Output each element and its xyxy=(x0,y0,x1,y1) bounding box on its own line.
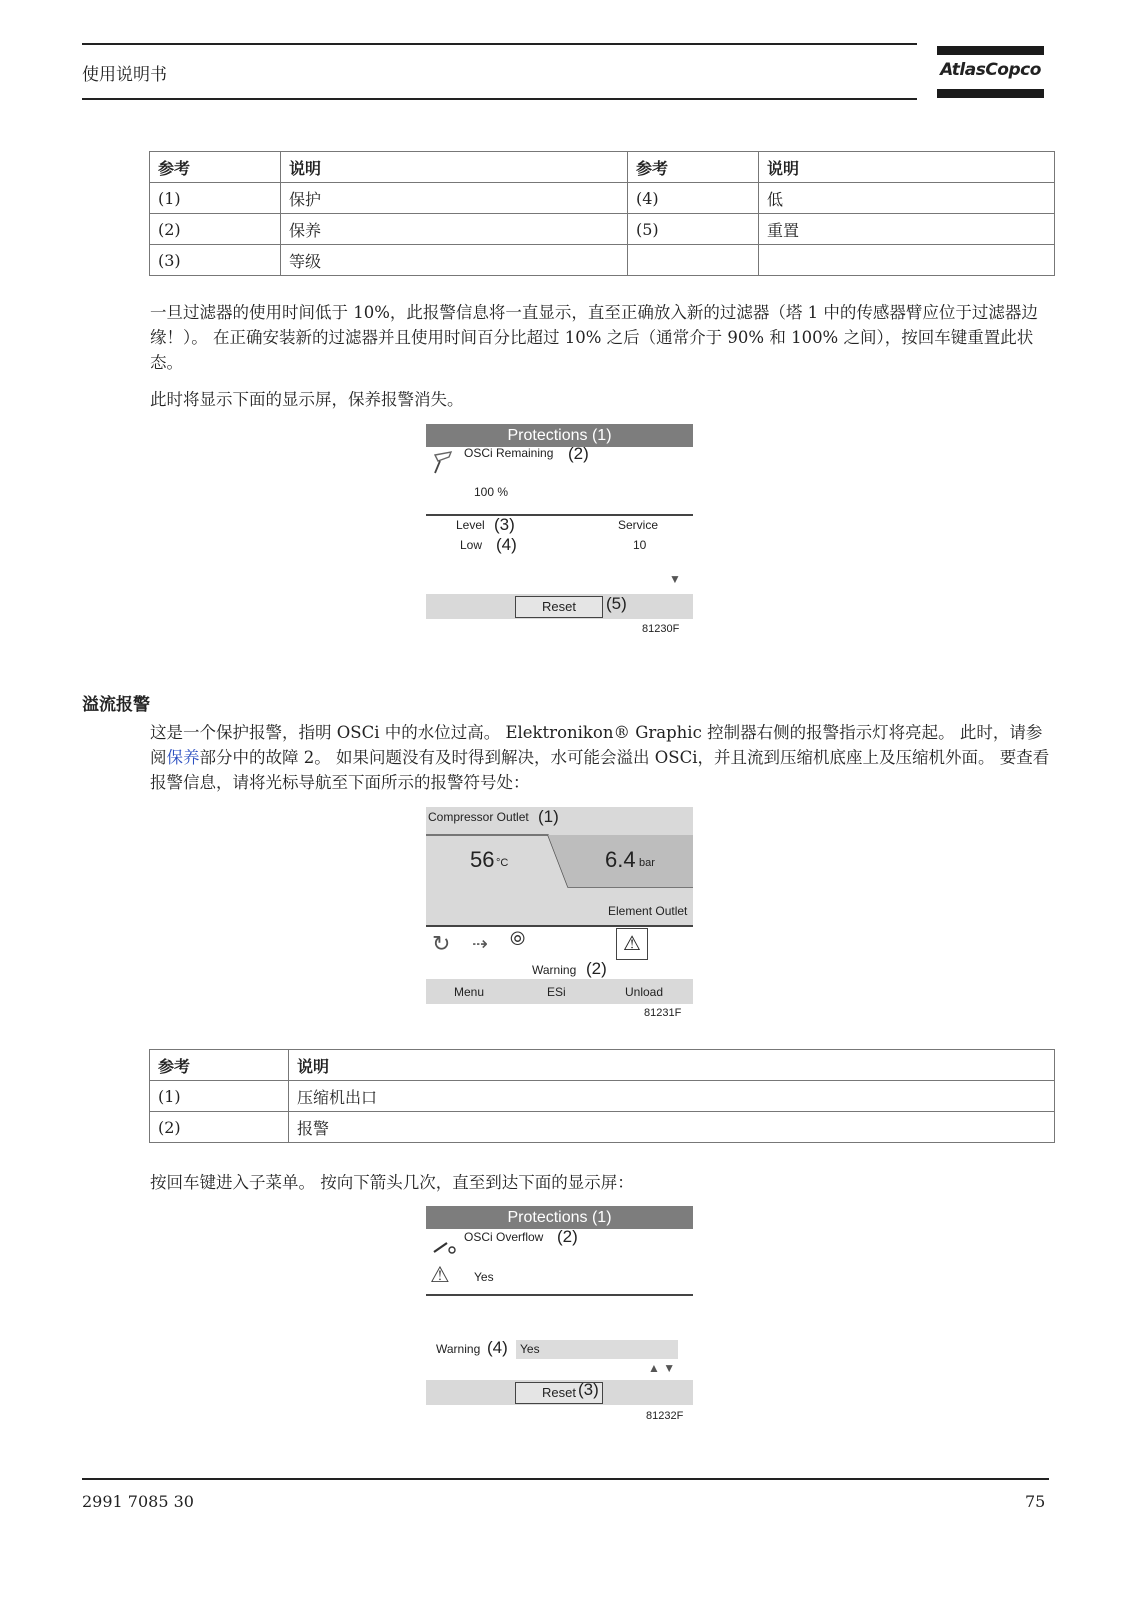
menu-item[interactable]: ESi xyxy=(547,985,566,999)
warning-icon[interactable]: ⚠ xyxy=(616,928,648,960)
ref-marker: (3) xyxy=(494,515,515,534)
logo-text: AtlasCopco xyxy=(940,60,1041,80)
element-outlet-label: Element Outlet xyxy=(608,904,688,918)
table-header-cell: 参考 xyxy=(628,152,759,183)
level-value: Low xyxy=(460,538,483,552)
table-cell: 保护 xyxy=(281,183,628,214)
paragraph-text: 这是一个保护报警，指明 OSCi 中的水位过高。 Elektronikon® Graphic 控制器右侧的报警指示灯将亮起。 此时，请参阅 xyxy=(150,723,1043,767)
ref-marker: (4) xyxy=(496,535,517,554)
paragraph-text: 部分中的故障 2。 如果问题没有及时得到解决，水可能会溢出 OSCi，并且流到压缩机底座上及压缩机外面。 要查看报警信息，请将光标导航至下面所示的报警符号处： xyxy=(150,748,1050,792)
temperature-value: 56 xyxy=(470,847,495,872)
figure-id: 81232F xyxy=(646,1410,684,1422)
level-label: Level xyxy=(456,518,485,532)
scroll-up-down-icon[interactable]: ▲ ▼ xyxy=(648,1361,676,1375)
table-header-row xyxy=(150,152,1055,183)
paragraph-submenu: 按回车键进入子菜单。 按向下箭头几次，直至到达下面的显示屏： xyxy=(150,1173,634,1192)
divider xyxy=(426,514,693,516)
divider xyxy=(426,925,693,927)
table-cell: 重置 xyxy=(759,214,1055,245)
table-header-cell: 参考 xyxy=(150,152,281,183)
menu-item[interactable]: Menu xyxy=(454,985,485,999)
table-cell xyxy=(759,245,1055,276)
warning-value: Yes xyxy=(520,1342,540,1356)
ref-marker: (2) xyxy=(568,444,589,463)
ref-marker: (1) xyxy=(591,427,612,444)
table-row xyxy=(150,214,1055,245)
warning-label: Warning xyxy=(436,1342,481,1356)
divider xyxy=(426,1294,693,1296)
header-top-rule xyxy=(82,43,917,45)
table-header-cell: 说明 xyxy=(759,152,1055,183)
table-row xyxy=(150,1112,1055,1143)
ref-marker: (2) xyxy=(557,1227,578,1246)
item-label: OSCi Remaining xyxy=(464,446,554,460)
reference-table-2 xyxy=(149,1049,1055,1143)
table-cell xyxy=(628,245,759,276)
reset-button[interactable]: Reset xyxy=(515,596,603,618)
table-row xyxy=(150,245,1055,276)
filter-icon[interactable]: ⦾ xyxy=(510,929,526,950)
overflow-sensor-icon xyxy=(432,1236,458,1256)
page-number: 75 xyxy=(1025,1492,1046,1511)
paragraph-display-note: 此时将显示下面的显示屏，保养报警消失。 xyxy=(150,390,464,409)
table-header-row xyxy=(150,1050,1055,1081)
table-cell: 报警 xyxy=(289,1112,1055,1143)
header-bottom-rule xyxy=(82,98,917,100)
filter-icon xyxy=(432,449,454,475)
screen-protections-overflow xyxy=(426,1206,693,1428)
figure-id: 81230F xyxy=(642,623,680,635)
screen-title: Protections xyxy=(507,427,588,444)
table-cell: (5) xyxy=(628,214,759,245)
ref-marker: (1) xyxy=(538,807,559,826)
table-cell: 低 xyxy=(759,183,1055,214)
atlas-copco-logo xyxy=(937,46,1044,98)
ref-marker: (4) xyxy=(487,1338,508,1357)
doc-number: 2991 7085 30 xyxy=(82,1492,194,1511)
table-cell: 压缩机出口 xyxy=(289,1081,1055,1112)
paragraph-filter-reset: 一旦过滤器的使用时间低于 10%，此报警信息将一直显示，直至正确放入新的过滤器（塔 1 中的传感器臂应位于过滤器边缘！）。 在正确安装新的过滤器并且使用时间百分比超过 10% 之后（通常介于 90% 和 100% 之间），按回车键重置此状态。 xyxy=(150,303,1038,372)
section-heading: 溢流报警 xyxy=(82,695,150,715)
refresh-icon[interactable]: ↻ xyxy=(432,931,451,956)
table-row xyxy=(150,183,1055,214)
screen-title-bar xyxy=(426,1206,693,1229)
table-row xyxy=(150,1081,1055,1112)
menu-item[interactable]: Unload xyxy=(625,985,664,999)
table-header-cell: 说明 xyxy=(281,152,628,183)
table-cell: (3) xyxy=(150,245,281,276)
remaining-value: 100 % xyxy=(474,485,509,499)
paragraph-overflow-alarm xyxy=(150,720,1055,795)
warning-icon: ⚠ xyxy=(430,1262,450,1287)
ref-marker: (1) xyxy=(591,1209,612,1226)
ref-marker: (5) xyxy=(606,594,627,613)
doc-title: 使用说明书 xyxy=(82,65,167,85)
screen-title: Protections xyxy=(507,1209,588,1226)
scroll-down-icon: ▼ xyxy=(669,572,681,586)
pressure-unit: bar xyxy=(639,857,655,869)
drain-icon[interactable]: ⇢ xyxy=(472,934,488,955)
reset-button[interactable]: Reset xyxy=(515,1382,603,1404)
reference-table-1 xyxy=(149,151,1055,276)
warning-value-field[interactable] xyxy=(516,1340,678,1359)
table-header-cell: 说明 xyxy=(289,1050,1055,1081)
pressure-value: 6.4 xyxy=(605,847,636,872)
table-cell: (1) xyxy=(150,1081,289,1112)
figure-id: 81231F xyxy=(644,1007,682,1019)
screen-title-bar xyxy=(426,424,693,447)
table-cell: (2) xyxy=(150,1112,289,1143)
outlet-label: Compressor Outlet xyxy=(428,810,529,824)
status-value: Yes xyxy=(474,1270,494,1284)
table-header-cell: 参考 xyxy=(150,1050,289,1081)
maintenance-link[interactable]: 保养 xyxy=(166,748,200,767)
screen-compressor-outlet xyxy=(426,807,693,1027)
temperature-unit: °C xyxy=(496,857,509,869)
item-label: OSCi Overflow xyxy=(464,1230,544,1244)
warning-label: Warning xyxy=(532,963,577,977)
service-value: 10 xyxy=(633,538,647,552)
ref-marker: (2) xyxy=(586,959,607,978)
table-cell: (2) xyxy=(150,214,281,245)
table-cell: (1) xyxy=(150,183,281,214)
ref-marker: (3) xyxy=(578,1380,599,1399)
screen-protections-remaining xyxy=(426,424,693,644)
service-label: Service xyxy=(618,518,659,532)
table-cell: 保养 xyxy=(281,214,628,245)
table-cell: (4) xyxy=(628,183,759,214)
footer-rule xyxy=(82,1478,1049,1480)
table-cell: 等级 xyxy=(281,245,628,276)
